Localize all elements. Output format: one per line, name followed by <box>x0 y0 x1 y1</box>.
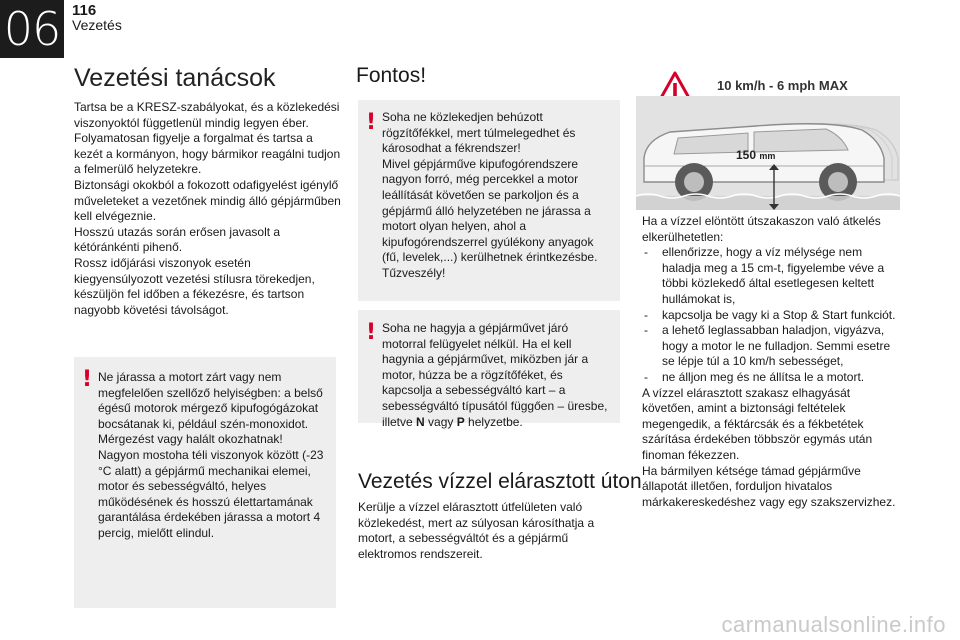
warning-exclamation-icon: ! <box>366 320 377 345</box>
warning-text <box>382 321 614 430</box>
warning-paragraph: Nagyon mostoha téli viszonyok között (-23 °C alatt) a gépjármű mechanikai elemei, motor és sebességváltó, helyes működésének és hosszú élettartamának garantálása érdekében járassa a motort 4 percig, mielőtt elindul. <box>98 447 324 540</box>
gear-p-label: P <box>456 414 465 429</box>
warning-paragraph: Mérgezést vagy halált okozhatnak! <box>98 432 283 447</box>
warning-exclamation-icon: ! <box>82 367 93 392</box>
chapter-number: 06 <box>0 0 64 58</box>
water-depth-label <box>736 148 775 162</box>
warning-text-part: helyzetbe. <box>464 414 523 429</box>
warning-text-part: Soha ne hagyja a gépjárművet járó motorral felügyelet nélkül. Ha el kell hagynia a gépjárművet, miközben jár a motor, húzza be a rögzítőféket, és kapcsolja a sebességváltó kart – a sebességváltó típusától függően – üresbe, illetve <box>382 321 608 429</box>
watermark: carmanualsonline.info <box>721 612 946 637</box>
warning-box-engine <box>74 357 336 608</box>
warning-box-unattended <box>358 310 620 429</box>
warning-paragraph: Mivel gépjárműve kipufogórendszere nagyon forró, még percekkel a motor leállítását követően se parkoljon és a gépjármű álló helyzetében ne járassa a motort olyan helyen, ahol a kipufogórendszerrel gyúlékony anyagok (fű, levelek,...) kerülhetnek érintkezésbe. <box>382 156 598 265</box>
list-item: - a lehető leglassabban haladjon, vigyázva, hogy a motor le ne fulladjon. Semmi esetre se lépje túl a 10 km/h sebességet, <box>642 323 904 370</box>
gear-n-label: N <box>416 414 425 429</box>
advice-paragraph: Rossz időjárási viszonyok esetén kiegyensúlyozott vezetési stílusra törekedjen, készüljön fel időben a fékezésre, és tartson nagyobb követési távolságot. <box>74 255 315 317</box>
warning-text <box>382 110 614 282</box>
warning-paragraph: Ne járassa a motort zárt vagy nem megfelelően szellőző helyiségben: a belső égésű motorok mérgező kipufogógázokat bocsátanak ki, például szén-monoxidot. <box>98 370 323 431</box>
wading-bullet-list <box>642 245 904 385</box>
page-number: 116 <box>72 2 97 19</box>
warning-text <box>98 370 326 542</box>
warning-paragraph <box>382 321 614 430</box>
warning-box-handbrake <box>358 100 620 301</box>
advice-paragraph: Tartsa be a KRESZ-szabályokat, és a közlekedési viszonyoktól függetlenül mindig legyen éber. <box>74 100 340 130</box>
important-heading: Fontos! <box>356 64 427 87</box>
warning-exclamation-icon: ! <box>366 110 377 135</box>
list-item: - kapcsolja be vagy ki a Stop & Start funkciót. <box>642 308 904 324</box>
warning-paragraph: Tűzveszély! <box>382 265 446 280</box>
max-speed-label: 10 km/h - 6 mph MAX <box>717 78 848 93</box>
water-depth-unit: mm <box>759 151 776 161</box>
after-wading-paragraph: Ha bármilyen kétsége támad gépjárműve állapotát illetően, forduljon hivatalos márkakereskedéshez vagy egy szakszervizhez. <box>642 463 896 509</box>
wading-heading: Vezetés vízzel elárasztott úton <box>358 470 642 493</box>
after-wading-paragraph: A vízzel elárasztott szakasz elhagyását követően, amint a biztonsági feltételek megengedik, a féktárcsák és a fékbetétek szárítása érdekében többször egymás után finoman fékezzen. <box>642 385 873 462</box>
warning-paragraph: Soha ne közlekedjen behúzott rögzítőfékkel, mert túlmelegedhet és károsodhat a fékrendszer! <box>382 110 576 156</box>
wading-intro: Ha a vízzel elöntött útszakaszon való átkelés elkerülhetetlen: <box>642 214 881 244</box>
water-depth-value: 150 <box>736 148 757 162</box>
advice-paragraph: Biztonsági okokból a fokozott odafigyelést igénylő műveleteket a vezetőnek mindig álló gépjárműben kell elvégeznie. <box>74 177 341 224</box>
list-item: - ne álljon meg és ne állítsa le a motort. <box>642 370 904 386</box>
list-item: - ellenőrizze, hogy a víz mélysége nem haladja meg a 15 cm-t, figyelembe véve a többi közlekedő által esetlegesen keltett hullámokat is, <box>642 245 904 307</box>
driving-advice-text <box>74 100 342 318</box>
section-label: Vezetés <box>72 17 122 33</box>
advice-paragraph: Hosszú utazás során erősen javasolt a kétóránkénti pihenő. <box>74 224 281 255</box>
warning-text-part: vagy <box>424 414 457 429</box>
wading-paragraph: Kerülje a vízzel elárasztott útfelületen való közlekedést, mert az súlyosan károsíthatja a motort, a sebességváltót és a gépjármű elektromos rendszereit. <box>358 500 595 561</box>
wading-instructions <box>642 214 904 510</box>
wading-text <box>358 500 622 562</box>
page-title: Vezetési tanácsok <box>74 64 276 92</box>
advice-paragraph: Folyamatosan figyelje a forgalmat és tartsa a kezét a kormányon, hogy bármikor reagálni tudjon a felmerülő helyzetekre. <box>74 131 341 177</box>
